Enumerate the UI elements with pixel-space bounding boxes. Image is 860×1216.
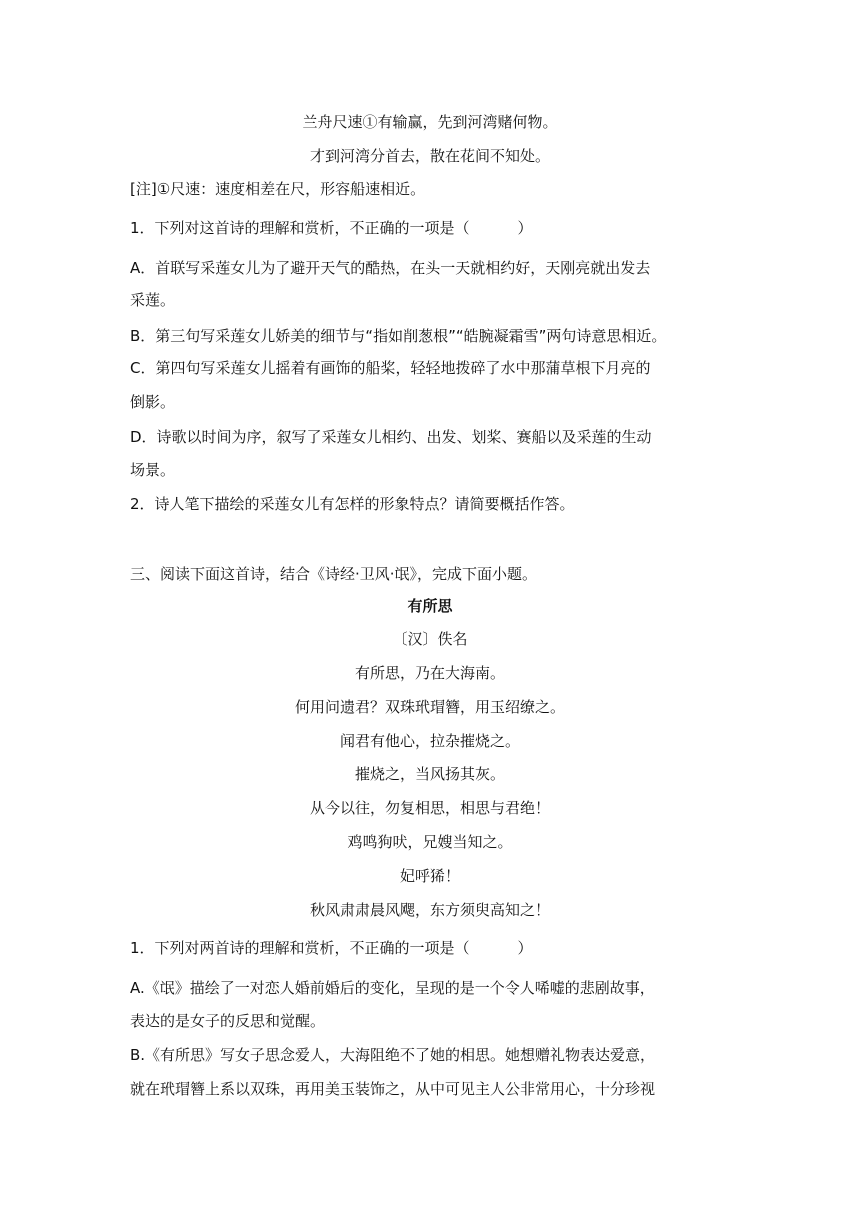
- poem1-note: [注]①尺速：速度相差在尺，形容船速相近。: [130, 180, 426, 198]
- poem2-line-2: 何用问遗君？双珠玳瑁簪，用玉绍缭之。: [294, 698, 565, 716]
- poem2-line-8: 秋风肃肃晨风飔，东方须臾高知之！: [309, 901, 550, 919]
- option-a-line-2: 采莲。: [130, 291, 176, 309]
- poem2-line-3: 闻君有他心，拉杂摧烧之。: [339, 732, 520, 750]
- poem1-line-1: 兰舟尺速①有输赢，先到河湾赌何物。: [302, 113, 558, 131]
- option-c-line-1: C．第四句写采莲女儿摇着有画饰的船桨，轻轻地拨碎了水中那蒲草根下月亮的: [130, 359, 651, 377]
- poem2-line-1: 有所思，乃在大海南。: [354, 664, 505, 682]
- s3-option-b-line-2: 就在玳瑁簪上系以双珠，再用美玉装饰之，从中可见主人公非常用心，十分珍视: [130, 1080, 656, 1098]
- poem2-author: 〔汉〕佚名: [392, 630, 468, 648]
- poem2-line-4: 摧烧之，当风扬其灰。: [354, 765, 505, 783]
- question-1: [130, 218, 533, 238]
- poem2-line-5: 从今以往，勿复相思，相思与君绝！: [309, 799, 550, 817]
- section-3-question-1-close: ）: [517, 939, 533, 957]
- poem1-line-2: 才到河湾分首去，散在花间不知处。: [309, 147, 550, 165]
- s3-option-a-line-2: 表达的是女子的反思和觉醒。: [130, 1012, 326, 1030]
- s3-option-b-line-1: B.《有所思》写女子思念爱人，大海阻绝不了她的相思。她想赠礼物表达爱意，: [130, 1046, 656, 1064]
- section-3-question-1-stem: 1．下列对两首诗的理解和赏析，不正确的一项是（: [130, 939, 470, 957]
- option-d-line-1: D．诗歌以时间为序，叙写了采莲女儿相约、出发、划桨、赛船以及采莲的生动: [130, 428, 652, 446]
- s3-option-a-line-1: A.《氓》描绘了一对恋人婚前婚后的变化，呈现的是一个令人唏嘘的悲剧故事，: [130, 979, 655, 997]
- question-1-stem: 1．下列对这首诗的理解和赏析，不正确的一项是（: [130, 219, 470, 237]
- section-3-heading: 三、阅读下面这首诗，结合《诗经·卫风·氓》，完成下面小题。: [130, 565, 538, 583]
- poem2-title: 有所思: [407, 597, 453, 615]
- option-b-line-1: B．第三句写采莲女儿娇美的细节与“指如削葱根”“皓腕凝霜雪”两句诗意思相近。: [130, 327, 667, 345]
- poem2-line-6: 鸡鸣狗吠，兄嫂当知之。: [347, 833, 513, 851]
- option-a-line-1: A．首联写采莲女儿为了避开天气的酷热，在头一天就相约好，天刚亮就出发去: [130, 259, 651, 277]
- option-c-line-2: 倒影。: [130, 393, 176, 411]
- question-1-close: ）: [517, 219, 533, 237]
- section-3-question-1: [130, 938, 533, 958]
- question-2: 2．诗人笔下描绘的采莲女儿有怎样的形象特点？请简要概括作答。: [130, 495, 575, 513]
- option-d-line-2: 场景。: [130, 461, 176, 479]
- poem2-line-7: 妃呼狶！: [399, 867, 460, 885]
